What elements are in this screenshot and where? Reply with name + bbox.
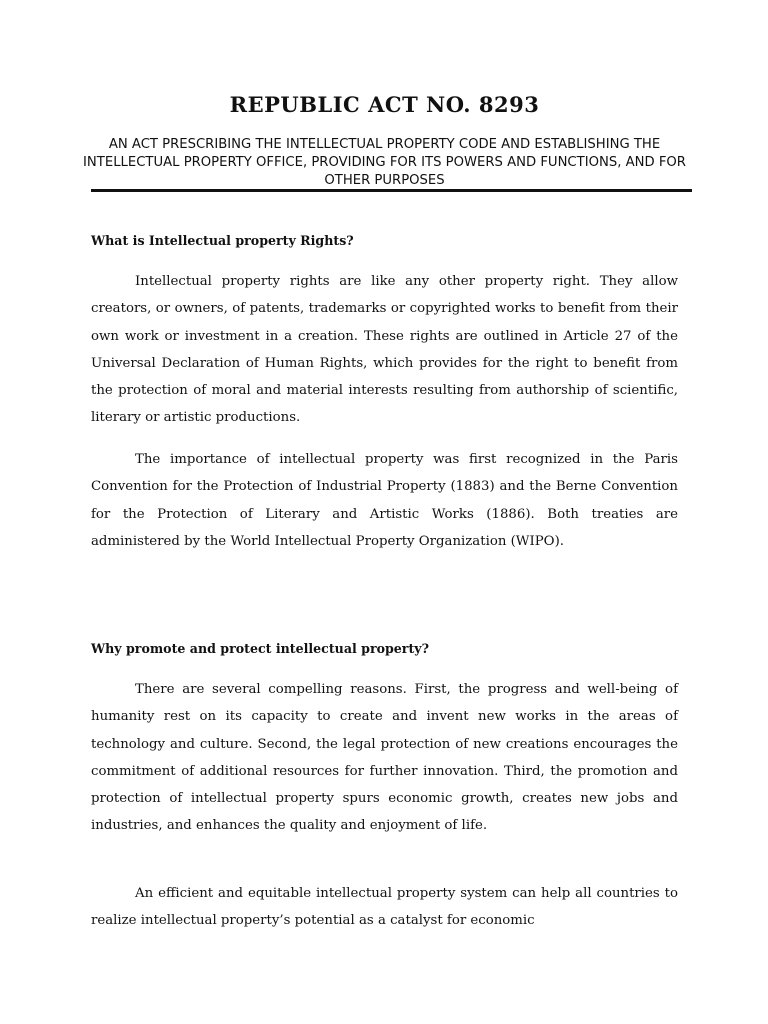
section-1-paragraph-1: Intellectual property rights are like any other property right. They allow creators, or owners, of patents, trademarks or copyrighted works to benefit from their own work or investment in a creation. These rights are outlined in Article 27 of the Universal Declaration of Human Rights, which provides for the right to benefit from the protection of moral and material interests resulting from authorship of scientific, literary or artistic productions. xyxy=(91,274,678,426)
document-subtitle: AN ACT PRESCRIBING THE INTELLECTUAL PROPERTY CODE AND ESTABLISHING THE INTELLECTUAL PROPERTY OFFICE, PROVIDING FOR ITS POWERS AND FUNCTIONS, AND FOR OTHER PURPOSES xyxy=(83,137,686,188)
section-2-paragraph-2: An efficient and equitable intellectual property system can help all countries to realize intellectual property’s potential as a catalyst for economic xyxy=(91,886,678,929)
document-title: REPUBLIC ACT NO. 8293 xyxy=(229,92,540,117)
section-1-paragraph-2: The importance of intellectual property was first recognized in the Paris Convention for the Protection of Industrial Property (1883) and the Berne Convention for the Protection of Literary and Artistic Works (1886). Both treaties are administered by the World Intellectual Property Organization (WIPO). xyxy=(91,452,678,549)
section-heading-2: Why promote and protect intellectual property? xyxy=(91,641,429,656)
section-2-paragraph-1: There are several compelling reasons. First, the progress and well-being of humanity rest on its capacity to create and invent new works in the areas of technology and culture. Second, the legal protection of new creations encourages the commitment of additional resources for further innovation. Third, the promotion and protection of intellectual property spurs economic growth, creates new jobs and industries, and enhances the quality and enjoyment of life. xyxy=(91,682,678,834)
title-divider xyxy=(91,189,692,192)
section-heading-1: What is Intellectual property Rights? xyxy=(91,233,354,248)
